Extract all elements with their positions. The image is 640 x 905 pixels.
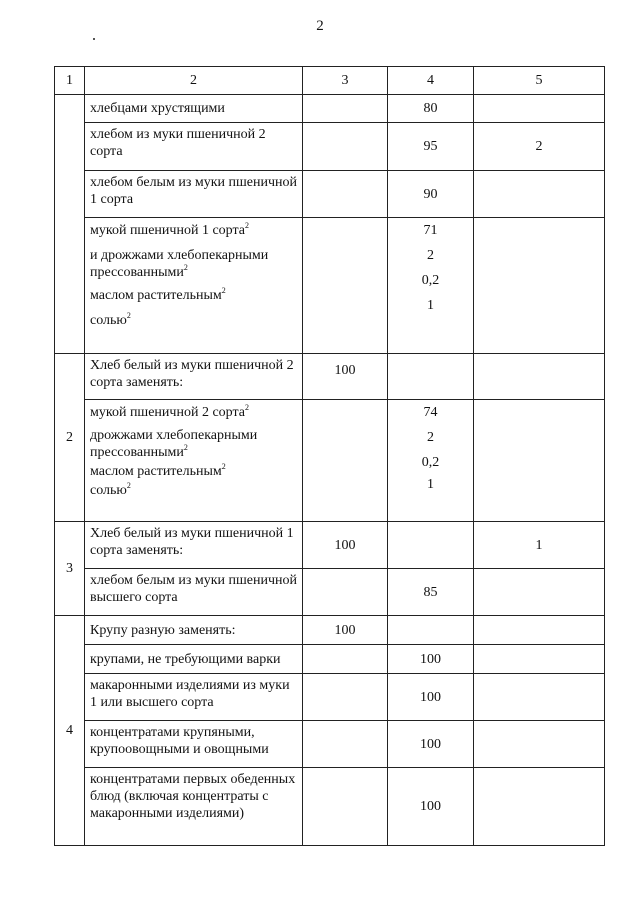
header-col-2: 2	[85, 67, 303, 95]
col3-value: 100	[303, 354, 388, 400]
col5-cell	[474, 171, 605, 218]
col4-value: 100	[388, 645, 474, 674]
table-row	[55, 768, 605, 846]
col4-value: 80	[388, 95, 474, 123]
product-name: хлебом из муки пшеничной 2 сорта	[85, 123, 303, 171]
ingredient-item: мукой пшеничной 1 сорта$^2$	[90, 221, 249, 238]
table-row	[55, 522, 605, 569]
col4-value: 100	[388, 674, 474, 721]
header-col-1: 1	[55, 67, 85, 95]
table-row	[55, 123, 605, 171]
ingredient-item: маслом растительным$^2$	[90, 462, 226, 479]
product-name: хлебом белым из муки пшеничной 1 сорта	[85, 171, 303, 218]
table-row	[55, 218, 605, 354]
header-col-3: 3	[303, 67, 388, 95]
table-row	[55, 721, 605, 768]
ingredient-list	[85, 218, 303, 354]
table-row	[55, 400, 605, 522]
product-name: крупами, не требующими варки	[85, 645, 303, 674]
col5-cell	[474, 721, 605, 768]
col5-cell	[474, 645, 605, 674]
col5-value: 2	[474, 123, 605, 171]
ingredient-value: 1	[427, 477, 434, 492]
col5-value: 1	[474, 522, 605, 569]
table-row	[55, 616, 605, 645]
col4-cell	[388, 616, 474, 645]
ingredient-item: мукой пшеничной 2 сорта$^2$	[90, 403, 249, 420]
col3-value: 100	[303, 522, 388, 569]
col5-cell	[474, 400, 605, 522]
product-name: хлебом белым из муки пшеничной высшего сорта	[85, 569, 303, 616]
ingredient-item: солью$^2$	[90, 311, 131, 328]
col5-cell	[474, 354, 605, 400]
col4-value: 100	[388, 721, 474, 768]
group-number: 2	[55, 354, 85, 522]
header-col-4: 4	[388, 67, 474, 95]
col3-cell	[303, 171, 388, 218]
page-number: 2	[316, 18, 324, 34]
product-name: Крупу разную заменять:	[85, 616, 303, 645]
col5-cell	[474, 569, 605, 616]
ingredient-value: 2	[427, 248, 434, 263]
product-name: хлебцами хрустящими	[85, 95, 303, 123]
col3-cell	[303, 721, 388, 768]
ingredient-item: солью$^2$	[90, 481, 131, 498]
replacement-table	[54, 66, 605, 846]
product-name: макаронными изделиями из муки 1 или высшего сорта	[85, 674, 303, 721]
product-name: Хлеб белый из муки пшеничной 2 сорта заменять:	[85, 354, 303, 400]
header-row	[55, 67, 605, 95]
ingredient-item: и дрожжами хлебопекарными прессованными$^2$	[90, 248, 269, 280]
ingredient-item: дрожжами хлебопекарными прессованными$^2$	[90, 428, 258, 460]
col3-cell	[303, 123, 388, 171]
col5-cell	[474, 616, 605, 645]
col3-cell	[303, 569, 388, 616]
product-name: концентратами крупяными, крупоовощными и овощными	[85, 721, 303, 768]
group-number: 3	[55, 522, 85, 616]
scan-speck	[93, 38, 95, 40]
product-name: концентратами первых обеденных блюд (включая концентраты с макаронными изделиями)	[85, 768, 303, 846]
col3-cell	[303, 768, 388, 846]
col3-cell	[303, 645, 388, 674]
ingredient-value: 2	[427, 430, 434, 445]
col5-cell	[474, 218, 605, 354]
col4-cell	[388, 522, 474, 569]
ingredient-list	[85, 400, 303, 522]
header-col-5: 5	[474, 67, 605, 95]
col3-cell	[303, 95, 388, 123]
col5-cell	[474, 95, 605, 123]
table-row	[55, 645, 605, 674]
ingredient-values	[388, 218, 474, 354]
col3-cell	[303, 218, 388, 354]
ingredient-value: 0,2	[421, 455, 440, 470]
col3-value: 100	[303, 616, 388, 645]
product-name: Хлеб белый из муки пшеничной 1 сорта заменять:	[85, 522, 303, 569]
table-row	[55, 171, 605, 218]
col4-value: 100	[388, 768, 474, 846]
col5-cell	[474, 674, 605, 721]
ingredient-item: маслом растительным$^2$	[90, 286, 226, 303]
table-row	[55, 674, 605, 721]
col4-value: 95	[388, 123, 474, 171]
group-number: 4	[55, 616, 85, 846]
ingredient-values	[388, 400, 474, 522]
ingredient-value: 74	[423, 405, 438, 420]
ingredient-value: 1	[427, 298, 434, 313]
ingredient-value: 0,2	[421, 273, 440, 288]
col4-value: 90	[388, 171, 474, 218]
col3-cell	[303, 674, 388, 721]
col3-cell	[303, 400, 388, 522]
col4-cell	[388, 354, 474, 400]
table-row	[55, 569, 605, 616]
group-number-cell	[55, 95, 85, 354]
col5-cell	[474, 768, 605, 846]
ingredient-value: 71	[423, 223, 438, 238]
table-row	[55, 354, 605, 400]
table-row	[55, 95, 605, 123]
col4-value: 85	[388, 569, 474, 616]
